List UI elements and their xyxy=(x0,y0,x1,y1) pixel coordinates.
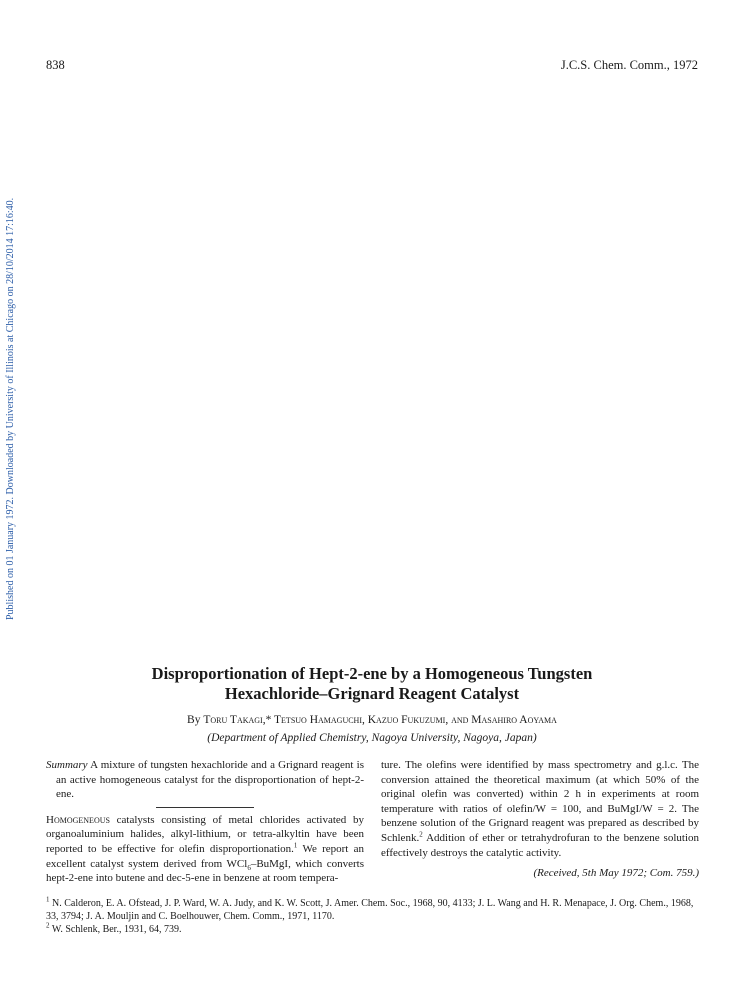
reference-1-number: 1 xyxy=(46,895,50,904)
download-notice[interactable]: Published on 01 January 1972. Downloaded by University of Illinois at Chicago on 28/10/2014 17:16:40. xyxy=(5,197,16,620)
lead-word: Homogeneous xyxy=(46,813,110,826)
subscript-6: 6 xyxy=(247,863,251,872)
ref-marker-2[interactable]: 2 xyxy=(419,830,423,839)
summary-label: Summary xyxy=(46,759,88,771)
journal-header: J.C.S. Chem. Comm., 1972 xyxy=(560,58,698,72)
references xyxy=(46,895,699,936)
reference-2 xyxy=(46,921,699,937)
page-number: 838 xyxy=(46,58,65,72)
author-prefix: By xyxy=(187,714,201,726)
body-paragraph-continued xyxy=(381,758,699,860)
body-text-a: catalysts consisting of metal chlorides activated by organoaluminium halides, alkyl-lithium, or tetra-alkyltin have been reported to be effective for olefin disproportionation. xyxy=(46,813,365,855)
body-text-c: –BuMgI, which converts hept-2-ene into butene and dec-5-ene in benzene at room tempera- xyxy=(46,857,364,885)
summary-divider xyxy=(156,807,254,808)
article-title xyxy=(90,664,654,704)
title-line-1: Disproportionation of Hept-2-ene by a Homogeneous Tungsten xyxy=(151,664,593,683)
author-names: Toru Takagi,* Tetsuo Hamaguchi, Kazuo Fukuzumi, and Masahiro Aoyama xyxy=(203,714,557,726)
summary-text: A mixture of tungsten hexachloride and a Grignard reagent is an active homogeneous catalyst for the disproportionation of hept-2-ene. xyxy=(56,759,364,801)
author-line xyxy=(60,714,684,726)
received-date: (Received, 5th May 1972; Com. 759.) xyxy=(533,867,699,880)
summary-paragraph xyxy=(46,758,364,802)
body-text-b: We report an excellent catalyst system derived from WCl xyxy=(46,842,364,870)
body-text-c-cont: ture. The olefins were identified by mass spectrometry and g.l.c. The conversion attained the theoretical maximum (at which 50% of the original olefin was converted) within 2 h in experiments at room temperature with ratios of olefin/W = 100, and BuMgI/W = 2. The benzene solution of the Grignard reagent was prepared as described by Schlenk. xyxy=(381,759,699,844)
affiliation: (Department of Applied Chemistry, Nagoya University, Nagoya, Japan) xyxy=(207,732,537,744)
body-paragraph-start xyxy=(46,813,364,886)
reference-2-text: W. Schlenk, Ber., 1931, 64, 739. xyxy=(51,923,182,935)
reference-2-number: 2 xyxy=(46,921,50,930)
body-text-d: Addition of ether or tetrahydrofuran to the benzene solution effectively destroys the catalytic activity. xyxy=(381,831,699,859)
reference-1 xyxy=(46,895,699,924)
title-line-2: Hexachloride–Grignard Reagent Catalyst xyxy=(224,684,520,703)
ref-marker-1[interactable]: 1 xyxy=(293,841,298,850)
left-column xyxy=(46,758,364,886)
reference-1-text: N. Calderon, E. A. Ofstead, J. P. Ward, W. A. Judy, and K. W. Scott, J. Amer. Chem. Soc., 1968, 90, 4133; J. L. Wang and H. R. Menapace, J. Org. Chem., 1968, 33, 3794; J. A. Mouljin and C. Boelhouwer, Chem. Comm., 1971, 1170. xyxy=(46,898,694,922)
right-column xyxy=(381,758,699,881)
